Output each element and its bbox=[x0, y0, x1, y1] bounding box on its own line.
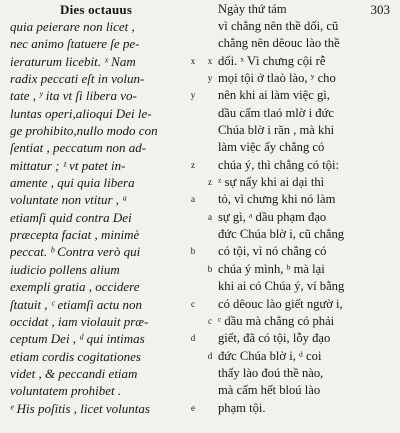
margin-marker: c bbox=[208, 315, 212, 326]
latin-text-line: iudicio pollens alium bbox=[10, 261, 120, 277]
margin-marker bbox=[203, 400, 217, 417]
margin-marker bbox=[203, 330, 217, 347]
margin-marker: c bbox=[191, 298, 195, 309]
vietnamese-text-line: mà cấm hết bloú lào bbox=[218, 383, 321, 398]
vietnamese-text-line: đức Chúa blờ i, ᵈ coi bbox=[218, 348, 322, 363]
margin-marker: e bbox=[191, 402, 195, 413]
latin-text-line: luntas operi,alioqui Dei le- bbox=[10, 105, 152, 121]
vietnamese-text-line: vì chẳng nên thề dối, cũ bbox=[218, 19, 339, 33]
latin-text-line: occidat , iam violauit præ- bbox=[10, 313, 149, 329]
margin-marker: b bbox=[190, 246, 196, 257]
margin-marker bbox=[203, 278, 217, 295]
vietnamese-text-column bbox=[218, 18, 396, 417]
vietnamese-text-line: đức Chúa blờ i, cũ chẳng bbox=[218, 227, 345, 242]
right-page-title: Ngày thứ tám bbox=[218, 2, 287, 16]
vietnamese-text-line: giết, đã có tội, lỗy đạo bbox=[218, 331, 331, 346]
margin-marker: z bbox=[208, 177, 212, 188]
margin-marker: y bbox=[190, 90, 196, 101]
vietnamese-text-line: chẳng nên dêouc lào thề bbox=[218, 36, 340, 51]
margin-marker: a bbox=[191, 194, 195, 205]
right-page-header bbox=[218, 2, 394, 18]
latin-text-line: etiamſi quid contra Dei bbox=[10, 209, 132, 225]
latin-text-column bbox=[10, 18, 178, 417]
latin-text-line: ᵉ His poſitis , licet voluntas bbox=[10, 400, 150, 416]
vietnamese-text-line: nên khi ai làm việc gì, bbox=[218, 88, 330, 103]
margin-marker bbox=[186, 18, 200, 35]
vietnamese-text-line: tỏ, vì chưng khi nó làm bbox=[218, 192, 336, 207]
margin-marker bbox=[203, 191, 217, 208]
margin-marker bbox=[203, 122, 217, 139]
vietnamese-text-line: mọi tội ở tlaò lào, ʸ cho bbox=[218, 71, 336, 86]
margin-marker bbox=[186, 313, 200, 330]
margin-marker bbox=[203, 382, 217, 399]
margin-marker bbox=[203, 139, 217, 156]
vietnamese-text-line: dối. ˣ Vì chưng cội rễ bbox=[218, 53, 326, 68]
vietnamese-text-line: chúa ý, thì chẳng có tội: bbox=[218, 157, 340, 172]
margin-marker: y bbox=[207, 73, 213, 84]
margin-marker bbox=[186, 348, 200, 365]
vietnamese-text-line: có dêouc lào giết ngườ i, bbox=[218, 296, 343, 311]
latin-text-line: amente , qui quia libera bbox=[10, 175, 135, 191]
latin-text-line: ceptum Dei , ᵈ qui intimas bbox=[10, 331, 145, 347]
right-margin-markers bbox=[203, 18, 217, 417]
margin-marker bbox=[186, 70, 200, 87]
margin-marker bbox=[186, 226, 200, 243]
latin-text-line: voluntate non vtitur , ᵃ bbox=[10, 192, 128, 208]
latin-text-line: ſentiat , peccatum non ad- bbox=[10, 140, 147, 156]
margin-marker: b bbox=[207, 263, 213, 274]
latin-text-line: præcepta faciat , minimè bbox=[10, 227, 140, 243]
margin-marker bbox=[203, 226, 217, 243]
vietnamese-text-line: ᶜ dầu mà chẳng có phải bbox=[218, 313, 335, 328]
margin-marker bbox=[186, 382, 200, 399]
vietnamese-text-line: thấy lào đoú thề nào, bbox=[218, 365, 324, 380]
margin-marker: d bbox=[207, 350, 213, 361]
margin-marker: x bbox=[207, 55, 213, 66]
margin-marker bbox=[186, 174, 200, 191]
latin-text-line: voluntatem prohibet . bbox=[10, 383, 122, 399]
latin-text-line: mittatur ; ᶻ vt patet in- bbox=[10, 157, 126, 173]
vietnamese-text-line: làm việc ấy chẳng có bbox=[218, 140, 325, 155]
margin-marker bbox=[186, 261, 200, 278]
margin-marker bbox=[203, 157, 217, 174]
margin-marker bbox=[186, 35, 200, 52]
margin-marker bbox=[186, 122, 200, 139]
latin-text-line: tate , ʸ ita vt ſi libera vo- bbox=[10, 88, 137, 104]
vietnamese-text-line: sự gì, ᵃ dầu phạm đạo bbox=[218, 209, 327, 224]
latin-text-line: exempli gratia , occidere bbox=[10, 279, 140, 295]
margin-marker bbox=[203, 243, 217, 260]
margin-marker bbox=[203, 18, 217, 35]
vietnamese-text-line: ᶻ sự nẩy khi ai dại thì bbox=[218, 175, 325, 190]
vietnamese-text-line: có tội, vì nó chẳng có bbox=[218, 244, 327, 259]
margin-marker bbox=[203, 35, 217, 52]
margin-marker bbox=[186, 278, 200, 295]
vietnamese-text-line: chúa ý mình, ᵇ mà lại bbox=[218, 261, 325, 276]
vietnamese-text-line: phạm tội. bbox=[218, 400, 266, 415]
margin-marker: a bbox=[208, 211, 212, 222]
margin-marker bbox=[186, 139, 200, 156]
latin-text-line: videt , & peccandi etiam bbox=[10, 365, 138, 381]
margin-marker bbox=[203, 87, 217, 104]
latin-text-line: etiam cordis cogitationes bbox=[10, 348, 141, 364]
margin-marker bbox=[203, 365, 217, 382]
left-margin-markers bbox=[186, 18, 200, 417]
vietnamese-text-line: Chúa blờ i răn , mà khi bbox=[218, 123, 335, 138]
vietnamese-text-line: dầu cấm tlaó mlờ i đức bbox=[218, 105, 334, 120]
latin-text-line: ſtatuit , ᶜ etiamſi actu non bbox=[10, 296, 142, 312]
margin-marker bbox=[186, 105, 200, 122]
vietnamese-text-line: khi ai có Chúa ý, ví bằng bbox=[218, 279, 345, 294]
margin-marker bbox=[203, 105, 217, 122]
latin-text-line: radix peccati eſt in volun- bbox=[10, 71, 145, 87]
margin-marker bbox=[186, 209, 200, 226]
latin-text-line: ge prohibito,nullo modo con bbox=[10, 123, 158, 139]
margin-marker: d bbox=[190, 333, 196, 344]
left-page-header bbox=[60, 2, 200, 18]
margin-marker: x bbox=[190, 55, 196, 66]
latin-text-line: nec animo ſtatuere ſe pe- bbox=[10, 36, 140, 52]
left-page-title: Dies octauus bbox=[60, 2, 133, 17]
latin-text-line: ieraturum licebit. ˣ Nam bbox=[10, 53, 136, 69]
latin-text-line: peccat. ᵇ Contra verò qui bbox=[10, 244, 141, 260]
margin-marker bbox=[186, 365, 200, 382]
margin-marker: z bbox=[191, 159, 195, 170]
latin-text-line: quia peierare non licet , bbox=[10, 19, 135, 34]
margin-marker bbox=[203, 296, 217, 313]
page-number: 303 bbox=[370, 2, 390, 17]
